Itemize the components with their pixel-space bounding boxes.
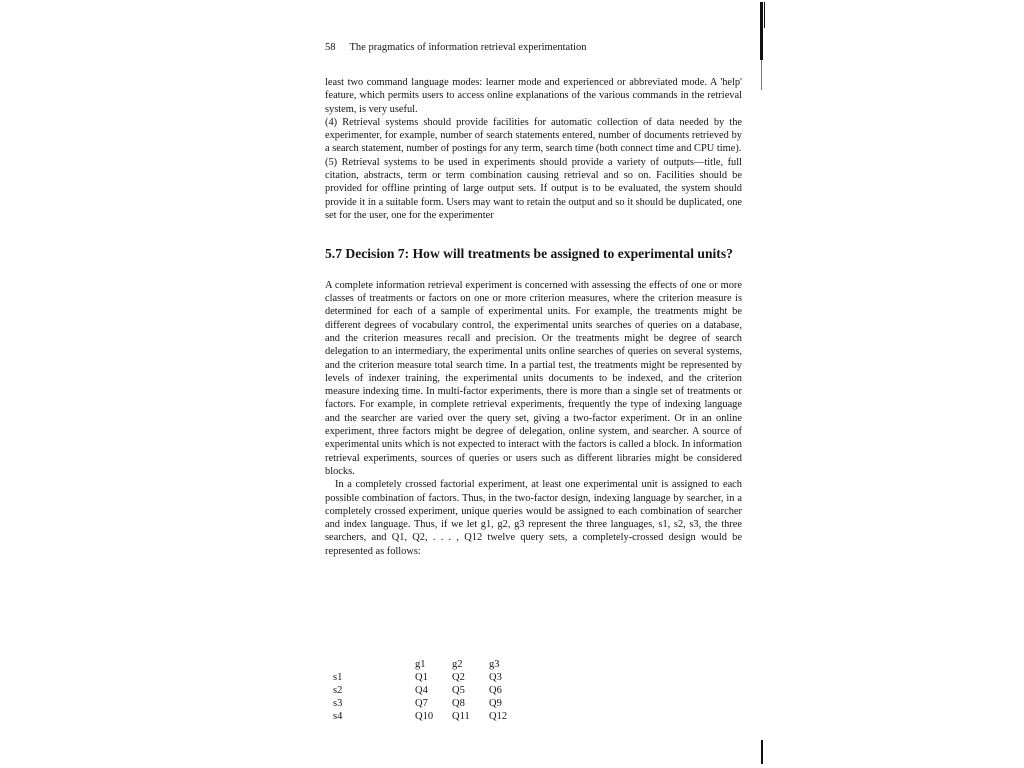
scan-edge-top [760, 2, 763, 60]
scan-edge-bottom [761, 740, 763, 764]
row-label: s2 [333, 685, 343, 696]
table-cell: Q11 [452, 711, 470, 722]
paragraph-item-4: (4) Retrieval systems should provide facilities for automatic collection of data needed by the experimenter, for example, number of search statements entered, number of documents retrieved by a search statement, number of postings for any term, search time (both connect time and CPU time). [325, 116, 742, 155]
table-cell: Q7 [415, 698, 428, 709]
paragraph-command-modes: least two command language modes: learner mode and experienced or abbreviated mode. A 'help' feature, which permits users to access online explanations of the various commands in the retrieval system, is very useful. [325, 77, 742, 115]
table-row [333, 671, 526, 684]
table-cell: Q1 [415, 672, 428, 683]
table-cell: Q8 [452, 698, 465, 709]
table-row [333, 697, 526, 710]
page-number: 58 [325, 42, 336, 53]
design-table [333, 658, 526, 723]
running-header [325, 40, 742, 56]
section-heading: 5.7 Decision 7: How will treatments be assigned to experimental units? [325, 246, 733, 262]
paragraph-experiment-design: A complete information retrieval experiment is concerned with assessing the effects of one or more classes of treatments or factors on one or more criterion measures, where the criterion measure is determined for each of a sample of experimental units. For example, the treatments might be different degrees of vocabulary control, the experimental units searches of queries on a database, and the criterion measures recall and precision. Or the treatments might be degree of search delegation to an intermediary, the experimental units online searches of queries on several systems, and the criterion measure total search time. In a partial test, the treatments might be represented by levels of indexer training, the experimental units documents to be indexed, and the criterion measure indexing time. In multi-factor experiments, there is more than a single set of treatments or factors. For example, in complete retrieval experiments, frequently the type of indexing language and the searcher are varied over the query set, giving a two-factor experiment. Or in an online experiment, three factors might be degree of delegation, online system, and searcher. A source of experimental units which is not expected to interact with the factors is called a block. In information retrieval experiments, sources of queries or users such as different libraries might be considered blocks. [325, 279, 742, 477]
row-label: s1 [333, 672, 343, 683]
table-cell: Q4 [415, 685, 428, 696]
table-cell: Q10 [415, 711, 434, 722]
scan-edge-top-thin [764, 2, 765, 28]
running-title: The pragmatics of information retrieval experimentation [349, 42, 587, 53]
table-cell: Q3 [489, 672, 502, 683]
row-label: s3 [333, 698, 343, 709]
book-page [325, 40, 742, 558]
column-header: g3 [489, 659, 500, 670]
table-cell: Q9 [489, 698, 502, 709]
table-row [333, 710, 526, 723]
table-header-row [333, 658, 526, 671]
paragraph-factorial: In a completely crossed factorial experiment, at least one experimental unit is assigned to each possible combination of factors. Thus, in the two-factor design, indexing language by searcher, in a completely crossed experiment, unique queries would be assigned to each combination of searcher and index language. Thus, if we let g1, g2, g3 represent the three languages, s1, s2, s3, the three searchers, and Q1, Q2, . . . , Q12 twelve query sets, a completely-crossed design would be represented as follows: [325, 479, 742, 557]
table-row [333, 684, 526, 697]
column-header: g1 [415, 659, 426, 670]
table-cell: Q5 [452, 685, 465, 696]
scan-edge-fade [761, 60, 762, 90]
column-header: g2 [452, 659, 463, 670]
table-cell: Q6 [489, 685, 502, 696]
paragraph-item-5: (5) Retrieval systems to be used in experiments should provide a variety of outputs—title, full citation, abstracts, term or term combination causing retrieval and so on. Facilities should be provided for offline printing of large output sets. If output is to be evaluated, the system should provide it in a suitable form. Users may want to retain the output and so it should be duplicated, one set for the user, one for the experimenter [325, 156, 742, 221]
row-label: s4 [333, 711, 343, 722]
table-cell: Q2 [452, 672, 465, 683]
table-cell: Q12 [489, 711, 508, 722]
